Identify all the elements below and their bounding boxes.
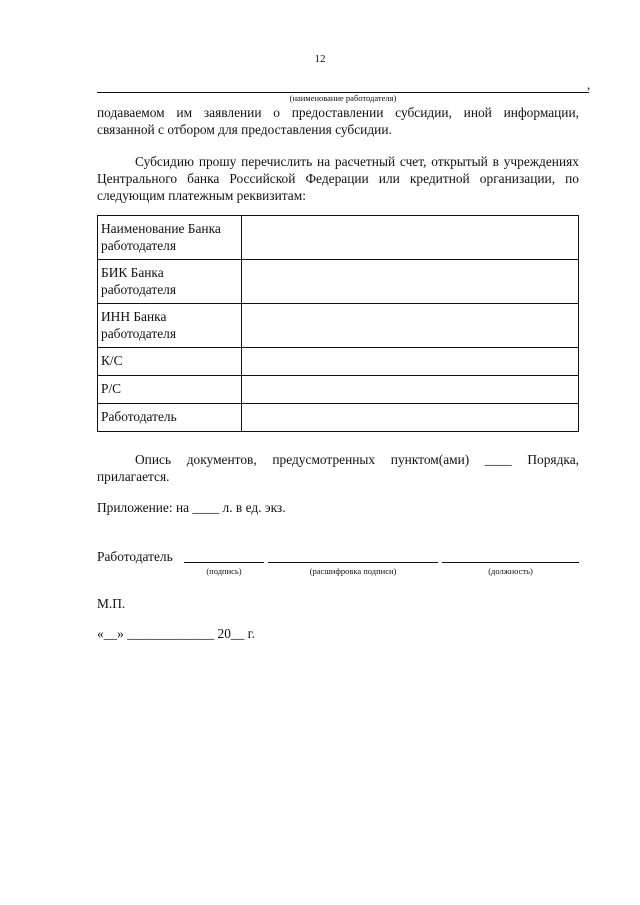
signature-caption: (подпись): [206, 566, 242, 576]
position-caption: (должность): [488, 566, 533, 576]
signature-label: Работодатель: [97, 549, 173, 564]
date-line: «__» _____________ 20__ г.: [97, 626, 255, 641]
paragraph-transfer-request: Субсидию прошу перечислить на расчетный счет, открытый в учреждениях Центрального банка Российской Федерации или кредитной организации, по следующим платежным реквизитам:: [97, 154, 579, 203]
bank-details-table: [97, 215, 579, 432]
row-label: Работодатель: [98, 404, 242, 432]
table-row: [98, 216, 579, 260]
page-number: 12: [314, 53, 326, 65]
row-value: [242, 216, 579, 260]
paragraph-attachment: Приложение: на ____ л. в ед. экз.: [97, 500, 286, 515]
row-label: К/С: [98, 348, 242, 376]
employer-name-caption: (наименование работодателя): [289, 93, 397, 103]
row-label: Р/С: [98, 376, 242, 404]
table-row: [98, 404, 579, 432]
table-row: [98, 304, 579, 348]
signature-decoding-caption: (расшифровка подписи): [309, 566, 397, 576]
row-label: БИК Банка работодателя: [98, 260, 242, 304]
table-row: [98, 260, 579, 304]
row-value: [242, 260, 579, 304]
row-value: [242, 304, 579, 348]
table-row: [98, 376, 579, 404]
paragraph-application-info: подаваемом им заявлении о предоставлении субсидии, иной информации, связанной с отбором для предоставления субсидии.: [97, 105, 579, 137]
employer-name-line: [97, 78, 589, 93]
row-value: [242, 348, 579, 376]
table-row: [98, 348, 579, 376]
stamp-place: М.П.: [97, 596, 126, 611]
paragraph-documents-inventory: Опись документов, предусмотренных пунктом(ами) ____ Порядка, прилагается.: [97, 452, 579, 484]
row-label: ИНН Банка работодателя: [98, 304, 242, 348]
row-value: [242, 404, 579, 432]
signature-line: [184, 562, 264, 563]
row-label: Наименование Банка работодателя: [98, 216, 242, 260]
position-line: [442, 562, 579, 563]
row-value: [242, 376, 579, 404]
signature-decoding-line: [268, 562, 438, 563]
employer-comma: ,: [587, 77, 591, 92]
